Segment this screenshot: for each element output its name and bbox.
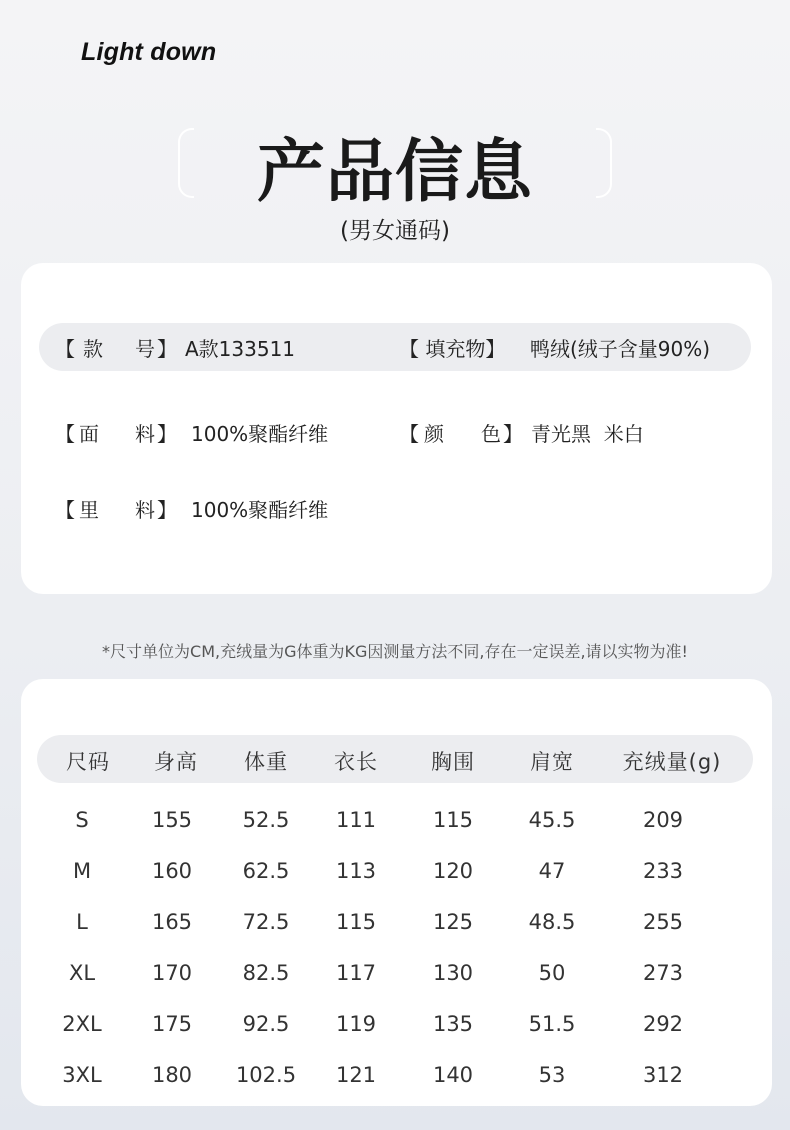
fabric-label-close: 】 [157, 422, 177, 446]
table-cell: 47 [538, 859, 566, 883]
page-title: 产品信息 [256, 133, 533, 212]
table-cell: 2XL [62, 1012, 102, 1036]
table-cell: 292 [642, 1012, 684, 1036]
header-size: 尺码 [66, 750, 110, 774]
table-cell: 82.5 [242, 961, 290, 985]
table-cell: 102.5 [235, 1063, 297, 1087]
table-cell: 233 [642, 859, 684, 883]
model-label-b: 号 [135, 337, 155, 361]
filling-label: 【 填充物】 [399, 337, 506, 361]
table-cell: 120 [432, 859, 474, 883]
fabric-label-b: 料 [135, 422, 155, 446]
table-cell: 113 [335, 859, 377, 883]
model-label-a: 款 [83, 337, 103, 361]
size-chart-card [21, 679, 772, 1106]
table-cell: 72.5 [242, 910, 290, 934]
table-cell: M [72, 859, 92, 883]
header-height: 身高 [154, 750, 198, 774]
table-cell: 255 [642, 910, 684, 934]
model-value: A款133511 [185, 337, 296, 361]
table-cell: 48.5 [528, 910, 576, 934]
header-down-fill: 充绒量(g) [622, 750, 722, 774]
table-cell: 51.5 [528, 1012, 576, 1036]
header-chest: 胸围 [431, 750, 475, 774]
product-info-card [21, 263, 772, 594]
table-cell: 125 [432, 910, 474, 934]
filling-value: 鸭绒(绒子含量90%) [530, 337, 711, 361]
measurement-note: *尺寸单位为CM,充绒量为G体重为KG因测量方法不同,存在一定误差,请以实物为准! [102, 642, 688, 661]
color-value: 青光黑 米白 [531, 422, 644, 446]
table-cell: 52.5 [242, 808, 290, 832]
table-cell: 50 [538, 961, 566, 985]
table-cell: 62.5 [242, 859, 290, 883]
lining-value: 100%聚酯纤维 [191, 498, 329, 522]
color-label-b: 色 [481, 422, 501, 446]
model-label-close: 】 [157, 337, 177, 361]
lining-label-b: 料 [135, 498, 155, 522]
table-cell: 155 [151, 808, 193, 832]
lining-label-open: 【 [55, 498, 75, 522]
table-cell: 119 [335, 1012, 377, 1036]
header-length: 衣长 [334, 750, 378, 774]
color-label-a: 颜 [424, 422, 444, 446]
table-cell: 3XL [62, 1063, 102, 1087]
table-cell: 53 [538, 1063, 566, 1087]
table-cell: 115 [335, 910, 377, 934]
table-cell: XL [68, 961, 96, 985]
table-cell: 111 [335, 808, 377, 832]
fabric-value: 100%聚酯纤维 [191, 422, 329, 446]
table-cell: 180 [151, 1063, 193, 1087]
table-cell: 135 [432, 1012, 474, 1036]
color-label-close: 】 [503, 422, 523, 446]
page-subtitle: (男女通码) [340, 218, 450, 244]
table-cell: 121 [335, 1063, 377, 1087]
brand-title: Light down [81, 38, 217, 66]
table-cell: 117 [335, 961, 377, 985]
table-cell: 209 [642, 808, 684, 832]
fabric-label-a: 面 [79, 422, 99, 446]
lining-label-close: 】 [157, 498, 177, 522]
model-label-open: 【 [55, 337, 75, 361]
table-cell: S [75, 808, 89, 832]
table-cell: 130 [432, 961, 474, 985]
table-cell: 312 [642, 1063, 684, 1087]
header-weight: 体重 [244, 750, 288, 774]
table-cell: 160 [151, 859, 193, 883]
table-cell: 45.5 [528, 808, 576, 832]
table-cell: 165 [151, 910, 193, 934]
header-shoulder: 肩宽 [530, 750, 574, 774]
table-cell: 115 [432, 808, 474, 832]
table-cell: 170 [151, 961, 193, 985]
table-cell: L [76, 910, 88, 934]
table-cell: 273 [642, 961, 684, 985]
color-label-open: 【 [399, 422, 419, 446]
table-cell: 92.5 [242, 1012, 290, 1036]
lining-label-a: 里 [79, 498, 99, 522]
fabric-label-open: 【 [55, 422, 75, 446]
table-cell: 175 [151, 1012, 193, 1036]
table-cell: 140 [432, 1063, 474, 1087]
